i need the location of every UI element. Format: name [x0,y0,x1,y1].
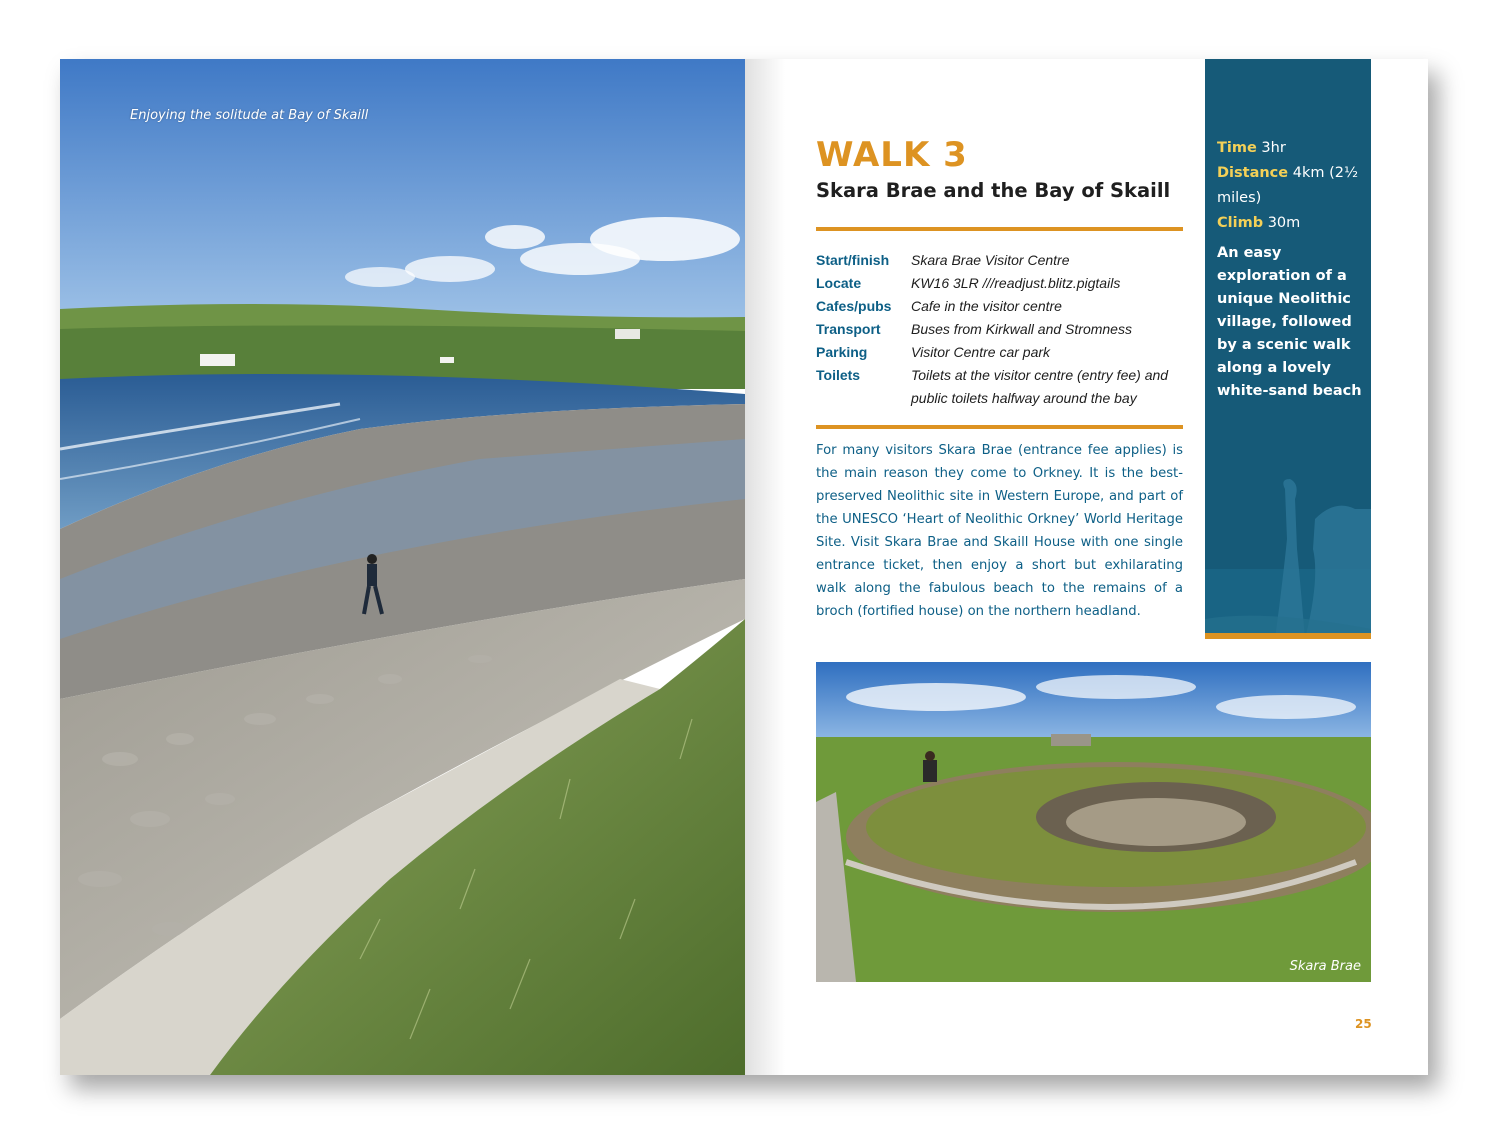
walk-info-table [816,249,1186,410]
walk-number: WALK 3 [816,135,968,175]
sea-stack-illustration [1205,479,1371,639]
info-label: Parking [816,344,868,360]
info-value: Toilets at the visitor centre (entry fee) and public toilets halfway around the bay [911,367,1169,406]
info-value: Visitor Centre car park [911,344,1051,360]
info-row-transport [816,318,1186,341]
info-label: Cafes/pubs [816,298,892,314]
info-row-toilets [816,364,1186,410]
walk-stats [1217,136,1367,236]
stat-distance: Distance 4km (2½ miles) [1217,165,1359,206]
info-row-cafes [816,295,1186,318]
info-value: KW16 3LR ///readjust.blitz.pigtails [911,275,1121,291]
info-value: Buses from Kirkwall and Stromness [911,321,1132,337]
info-row-parking [816,341,1186,364]
info-label: Toilets [816,367,861,383]
beach-photo [60,59,745,1075]
info-label: Transport [816,321,881,337]
intro-paragraph: For many visitors Skara Brae (entrance fee applies) is the main reason they come to Orkney. It is the best-preserved Neolithic site in Western Europe, and part of the UNESCO ‘Heart of Neolithic Orkney’ World Heritage Site. Visit Skara Brae and Skaill House with one single entrance ticket, then enjoy a short but exhilarating walk along the fabulous beach to the remains of a broch (fortified house) on the northern headland. [816,443,1183,619]
sidebar-accent-bar [1205,633,1371,639]
left-photo-caption: Enjoying the solitude at Bay of Skaill [130,108,369,123]
info-row-locate [816,272,1186,295]
photo-caption: Skara Brae [1289,959,1361,974]
skara-brae-photo [816,662,1371,982]
page-number: 25 [1355,1017,1372,1031]
info-label: Start/finish [816,252,890,268]
info-value: Cafe in the visitor centre [911,298,1062,314]
bay-of-skaill-image [60,59,745,1075]
info-label: Locate [816,275,862,291]
stat-time: Time 3hr [1217,140,1286,156]
bottom-rule [816,425,1183,429]
walk-summary-sidebar [1205,59,1371,639]
walk-summary: An easy exploration of a unique Neolithic village, followed by a scenic walk along a lovely white-sand beach [1217,245,1362,399]
stat-climb: Climb 30m [1217,215,1301,231]
walk-title: Skara Brae and the Bay of Skaill [816,179,1171,202]
skara-brae-image [816,662,1371,982]
right-page [745,59,1428,1075]
info-value: Skara Brae Visitor Centre [911,252,1070,268]
info-row-start [816,249,1186,272]
top-rule [816,227,1183,231]
book-spread [60,59,1428,1075]
